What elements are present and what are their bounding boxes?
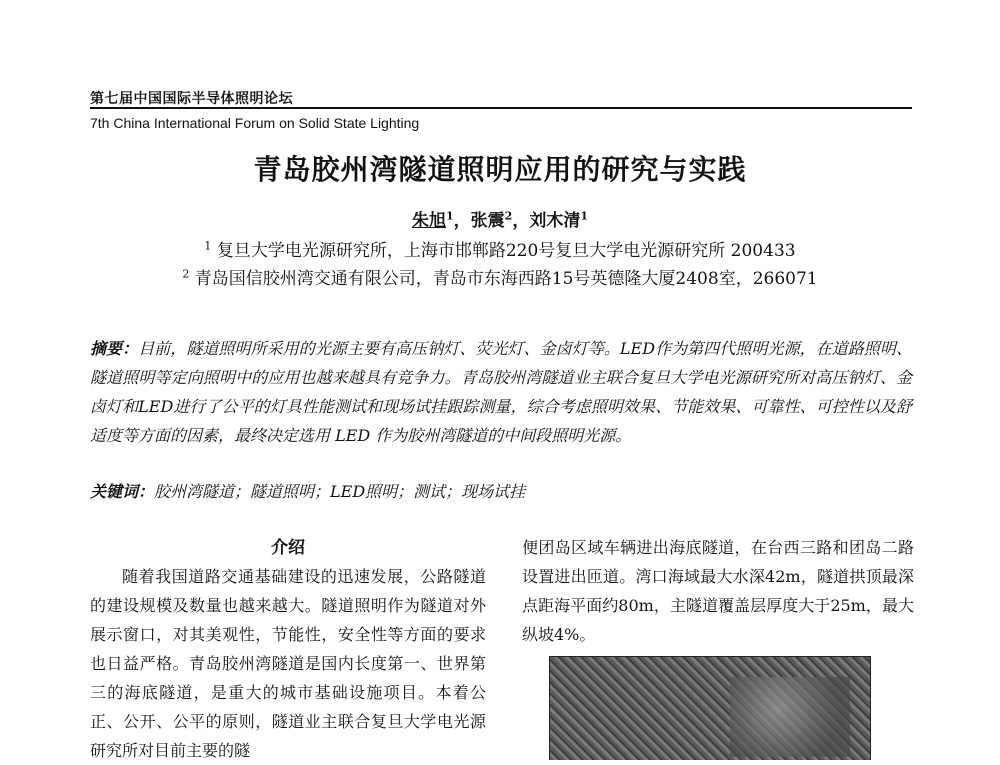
right-column xyxy=(522,533,914,649)
author-2-sup: 2 xyxy=(504,209,513,223)
keywords-label: 关键词： xyxy=(90,482,155,501)
author-3: 刘木清 xyxy=(529,211,581,231)
header-rule xyxy=(90,107,912,109)
author-list: 朱旭$^1$，张震$^2$，刘木清$^1$ xyxy=(412,209,588,231)
abstract xyxy=(90,334,912,450)
author-3-sup: 1 xyxy=(580,209,588,223)
affiliation-2 xyxy=(0,264,1000,289)
affiliation-2-sup: 2 xyxy=(182,267,190,281)
keywords-text: 胶州湾隧道；隧道照明；LED照明；测试；现场试挂 xyxy=(154,482,526,501)
affiliation-1-text: 复旦大学电光源研究所，上海市邯郸路220号复旦大学电光源研究所 200433 xyxy=(216,241,796,261)
abstract-text: 目前，隧道照明所采用的光源主要有高压钠灯、荧光灯、金卤灯等。LED作为第四代照明光源，在道路照明、隧道照明等定向照明中的应用也越来越具有竞争力。青岛胶州湾隧道业主联合复旦大学电光源研究所对高压钠灯、金卤灯和LED进行了公平的灯具性能测试和现场试挂跟踪测量，综合考虑照明效果、节能效果、可靠性、可控性以及舒适度等方面的因素，最终决定选用 LED 作为胶州湾隧道的中间段照明光源。 xyxy=(90,339,912,445)
aerial-photo-figure xyxy=(549,656,871,760)
affiliation-2-text: 青岛国信胶州湾交通有限公司，青岛市东海西路15号英德隆大厦2408室，266071 xyxy=(194,269,818,289)
paper-title: 青岛胶州湾隧道照明应用的研究与实践 xyxy=(253,153,747,186)
keywords xyxy=(90,479,912,502)
left-column xyxy=(90,533,486,765)
affiliation-1 xyxy=(0,236,1000,261)
author-1: 朱旭 xyxy=(412,211,447,231)
author-1-sup: 1 xyxy=(446,209,454,223)
abstract-label: 摘要： xyxy=(90,339,139,358)
author-2: 张震 xyxy=(470,211,505,231)
affiliation-1-sup: 1 xyxy=(204,239,212,253)
intro-paragraph: 随着我国道路交通基础建设的迅速发展，公路隧道的建设规模及数量也越来越大。隧道照明作为隧道对外展示窗口，对其美观性，节能性，安全性等方面的要求也日益严格。青岛胶州湾隧道是国内长度第一、世界第三的海底隧道，是重大的城市基础设施项目。本着公正、公开、公平的原则，隧道业主联合复旦大学电光源研究所对目前主要的隧 xyxy=(90,567,486,760)
section-title-intro: 介绍 xyxy=(271,538,305,558)
conference-name-cn: 第七届中国国际半导体照明论坛 xyxy=(90,91,293,107)
intro-paragraph-continued: 便团岛区域车辆进出海底隧道，在台西三路和团岛二路设置进出匝道。湾口海域最大水深42m，隧道拱顶最深点距海平面约80m，主隧道覆盖层厚度大于25m，最大纵坡4%。 xyxy=(522,538,914,644)
conference-name-en: 7th China International Forum on Solid State Lighting xyxy=(90,115,420,131)
